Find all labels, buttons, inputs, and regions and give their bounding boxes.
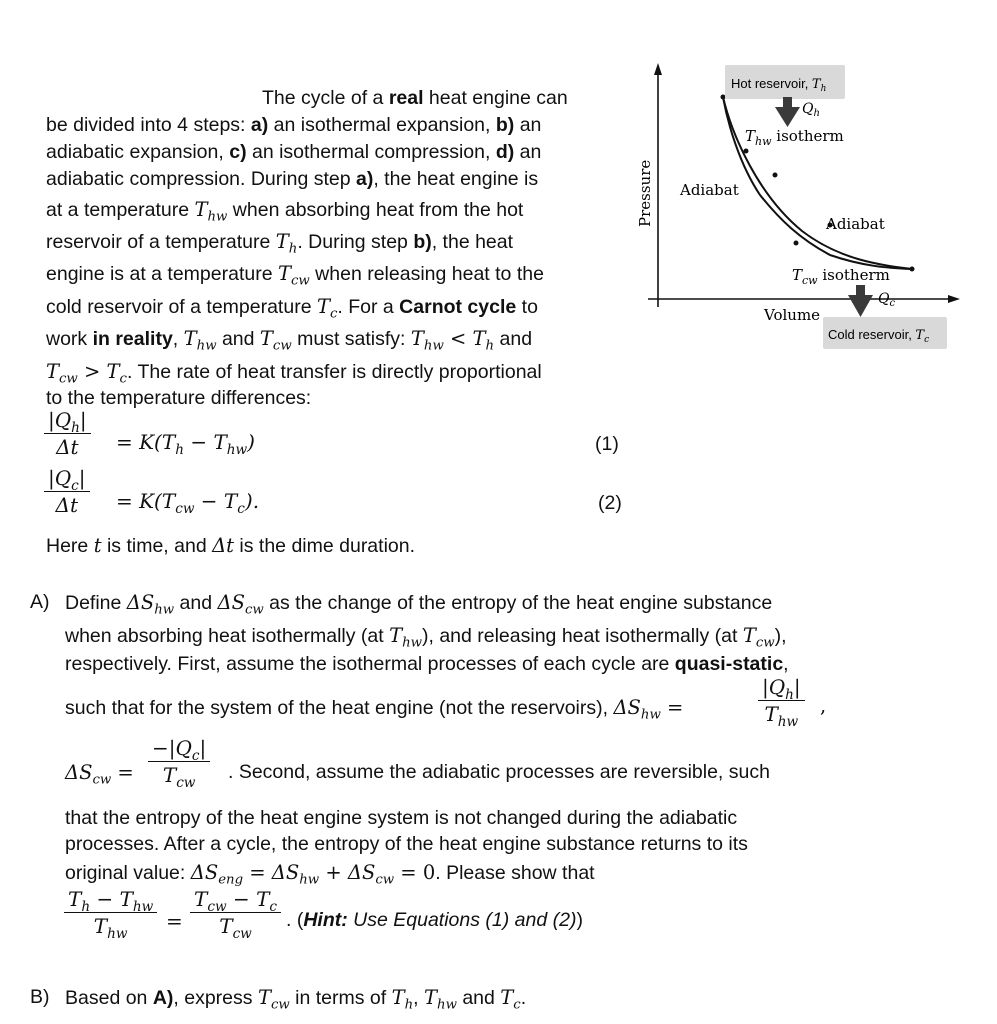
intro-line-2: be divided into 4 steps: a) an isothermal expansion, b) an bbox=[46, 114, 542, 136]
cycle-point-3 bbox=[773, 173, 778, 178]
show-lhs-fraction: $T_h - T_{hw}$ $T_{hw}$ bbox=[64, 889, 157, 937]
pv-diagram bbox=[630, 55, 970, 355]
cycle-point-1 bbox=[721, 95, 726, 100]
part-b-label: B) bbox=[30, 986, 50, 1008]
intro-line-11: to the temperature differences: bbox=[46, 387, 312, 409]
qh-label: $Q_h$ bbox=[802, 101, 820, 119]
show-rhs-fraction: $T_{cw} - T_c$ $T_{cw}$ bbox=[190, 889, 281, 937]
part-a-line-4: such that for the system of the heat engine (not the reservoirs), $\Delta S_{hw}$ = bbox=[65, 696, 684, 723]
eq1-number: (1) bbox=[595, 433, 619, 455]
part-a-line-5-text: . Second, assume the adiabatic processes are reversible, such bbox=[228, 761, 770, 783]
part-a-line-6: that the entropy of the heat engine system is not changed during the adiabatic bbox=[65, 807, 738, 829]
adiabat-left-curve bbox=[723, 97, 912, 269]
eq2-number: (2) bbox=[598, 492, 622, 514]
cold-reservoir-label: Cold reservoir, $T_c$ bbox=[828, 327, 930, 345]
pressure-axis-arrow-icon bbox=[654, 63, 662, 75]
show-equals: = bbox=[166, 909, 183, 933]
part-a-line-8: original value: $\Delta S_{eng} = \Delta S_{hw} + \Delta S_{cw} = 0$. Please show that bbox=[65, 861, 595, 888]
thw-isotherm-label: $T_{hw}$ isotherm bbox=[745, 127, 844, 148]
intro-line-10: $T_{cw} > T_c$. The rate of heat transfer is directly proportional bbox=[46, 360, 542, 387]
eq2-rhs: = $K(T_{cw} - T_c)$. bbox=[116, 489, 260, 517]
dshw-comma: , bbox=[820, 694, 827, 717]
part-a-line-7: processes. After a cycle, the entropy of the heat engine substance returns to its bbox=[65, 833, 748, 855]
intro-line-1: The cycle of a real heat engine can bbox=[262, 87, 568, 109]
hot-reservoir-label: Hot reservoir, $T_h$ bbox=[731, 76, 827, 94]
part-a-line-2: when absorbing heat isothermally (at $T_{hw}$), and releasing heat isothermally (at $T_{cw}$), bbox=[65, 624, 787, 651]
part-a-line-3: respectively. First, assume the isothermal processes of each cycle are quasi-static, bbox=[65, 653, 789, 675]
intro-line-3: adiabatic expansion, c) an isothermal compression, d) an bbox=[46, 141, 542, 163]
tcw-isotherm-label: $T_{cw}$ isotherm bbox=[792, 266, 890, 287]
cycle-point-2 bbox=[744, 149, 749, 154]
qc-label: $Q_c$ bbox=[878, 291, 896, 309]
eq1-fraction: $\frac{|Q_h|}{\Delta t}$ bbox=[44, 410, 91, 458]
dshw-fraction: $|Q_h|$ $T_{hw}$ bbox=[758, 677, 805, 725]
dscw-fraction: $-|Q_c|$ $T_{cw}$ bbox=[148, 738, 210, 786]
qh-arrow-down-icon bbox=[775, 107, 800, 127]
cycle-point-4 bbox=[794, 241, 799, 246]
intro-line-5: at a temperature $T_{hw}$ when absorbing heat from the hot bbox=[46, 198, 524, 225]
volume-label: Volume bbox=[764, 306, 821, 324]
thw-isotherm-curve bbox=[723, 97, 912, 269]
intro-line-7: engine is at a temperature $T_{cw}$ when releasing heat to the bbox=[46, 262, 544, 289]
eq2-fraction: $\frac{|Q_c|}{\Delta t}$ bbox=[44, 468, 90, 516]
part-b-text: Based on A), express $T_{cw}$ in terms of $T_h$, $T_{hw}$ and $T_c$. bbox=[65, 986, 527, 1013]
volume-axis-arrow-icon bbox=[948, 295, 960, 303]
pressure-label: Pressure bbox=[636, 159, 654, 227]
intro-line-4: adiabatic compression. During step a), the heat engine is bbox=[46, 168, 539, 190]
adiabat-right-label: Adiabat bbox=[826, 215, 885, 233]
intro-line-8: cold reservoir of a temperature $T_c$. For a Carnot cycle to bbox=[46, 295, 538, 322]
part-a-line-5-lhs: $\Delta S_{cw}$ = bbox=[65, 761, 134, 788]
intro-line-9: work in reality, $T_{hw}$ and $T_{cw}$ must satisfy: $T_{hw} < T_h$ and bbox=[46, 327, 533, 354]
eq1-rhs: = $K(T_h - T_{hw})$ bbox=[116, 430, 255, 458]
part-a-line-1: Define $\Delta S_{hw}$ and $\Delta S_{cw}$ as the change of the entropy of the heat engine substance bbox=[65, 591, 773, 618]
hint-text: . (Hint: Use Equations (1) and (2)) bbox=[286, 909, 583, 931]
cycle-point-6 bbox=[910, 267, 915, 272]
adiabat-left-label: Adiabat bbox=[680, 181, 739, 199]
qc-arrow-down-icon bbox=[848, 295, 873, 317]
intro-line-6: reservoir of a temperature $T_h$. During step b), the heat bbox=[46, 230, 514, 257]
time-note: Here t is time, and Δt is the dime duration. bbox=[46, 534, 416, 557]
part-a-label: A) bbox=[30, 591, 50, 613]
